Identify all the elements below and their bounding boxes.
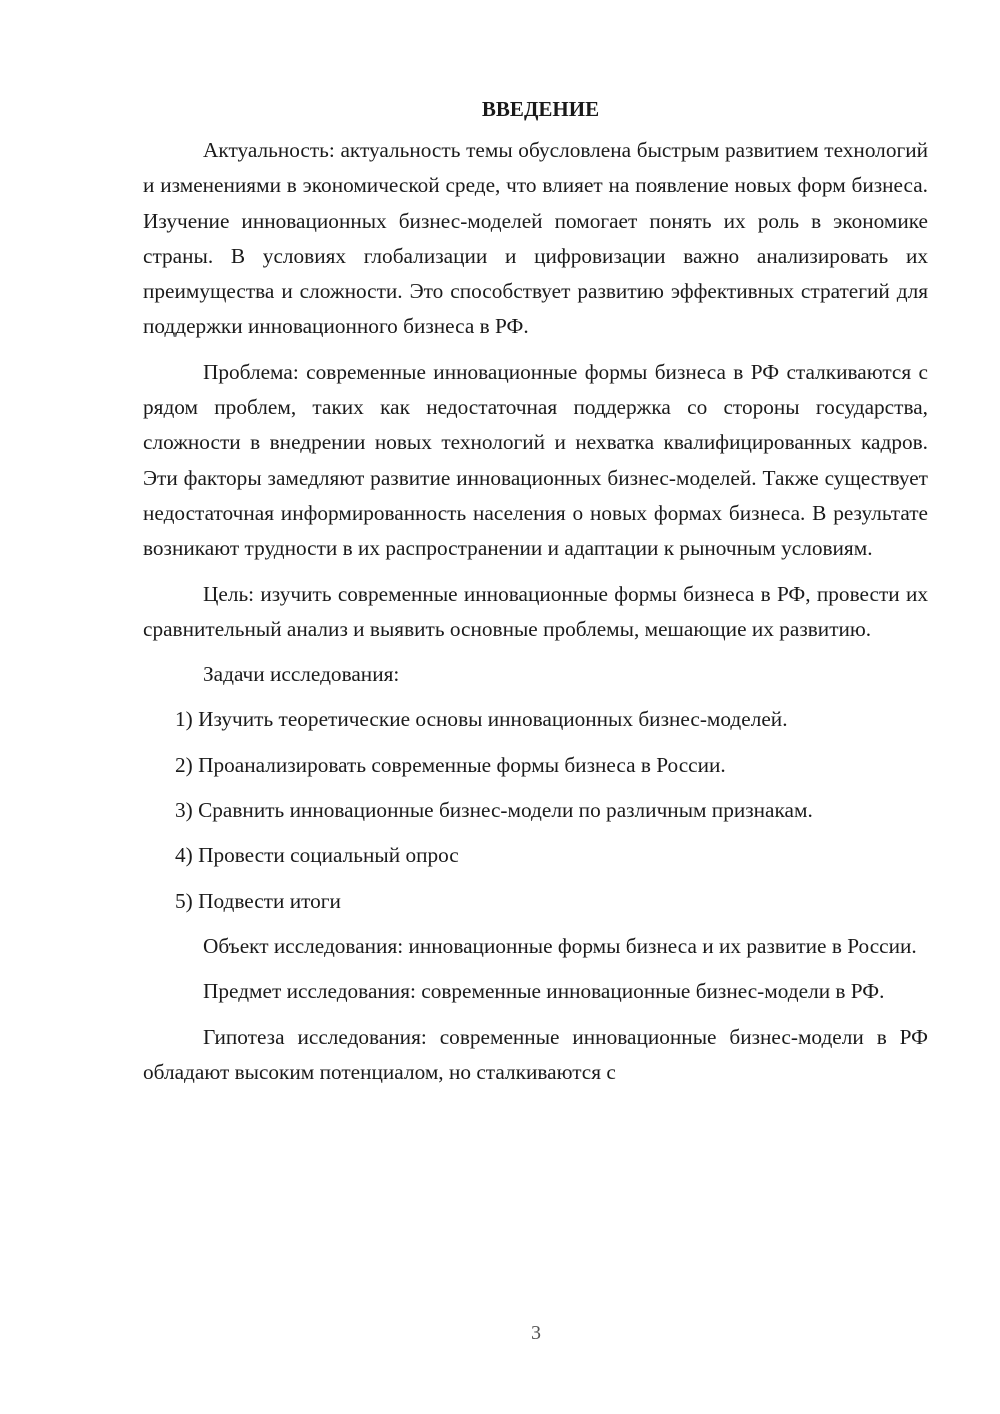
tasks-heading: Задачи исследования: (203, 662, 400, 687)
paragraph-object: Объект исследования: инновационные формы бизнеса и их развитие в России. (203, 933, 917, 958)
task-item-2: 2) Проанализировать современные формы бизнеса в России. (175, 752, 726, 777)
paragraph-hypothesis: Гипотеза исследования: современные инновационные бизнес-модели в РФ обладают высоким потенциалом, но сталкиваются с (143, 1024, 928, 1084)
paragraph-subject: Предмет исследования: современные инновационные бизнес-модели в РФ. (203, 979, 885, 1004)
section-heading: ВВЕДЕНИЕ (481, 97, 600, 121)
task-item-4: 4) Провести социальный опрос (175, 843, 459, 868)
page-number: 3 (531, 1322, 541, 1344)
task-list (143, 702, 928, 918)
task-item-1: 1) Изучить теоретические основы инновационных бизнес-моделей. (175, 707, 788, 732)
paragraph-relevance: Актуальность: актуальность темы обусловлена быстрым развитием технологий и изменениями в экономической среде, что влияет на появление новых форм бизнеса. Изучение инновационных бизнес-моделей помогает понять их роль в экономике страны. В условиях глобализации и цифровизации важно анализировать их преимущества и сложности. Это способствует развитию эффективных стратегий для поддержки инновационного бизнеса в РФ. (143, 138, 928, 339)
document-page (143, 92, 928, 1100)
paragraph-problem: Проблема: современные инновационные формы бизнеса в РФ сталкиваются с рядом проблем, таких как недостаточная поддержка со стороны государства, сложности в внедрении новых технологий и нехватка квалифицированных кадров. Эти факторы замедляют развитие инновационных бизнес-моделей. Также существует недостаточная информированность населения о новых формах бизнеса. В результате возникают трудности в их распространении и адаптации к рыночным условиям. (143, 359, 928, 561)
task-item-5: 5) Подвести итоги (175, 888, 341, 913)
paragraph-goal: Цель: изучить современные инновационные формы бизнеса в РФ, провести их сравнительный анализ и выявить основные проблемы, мешающие их развитию. (143, 581, 928, 641)
task-item-3: 3) Сравнить инновационные бизнес-модели по различным признакам. (175, 798, 813, 823)
